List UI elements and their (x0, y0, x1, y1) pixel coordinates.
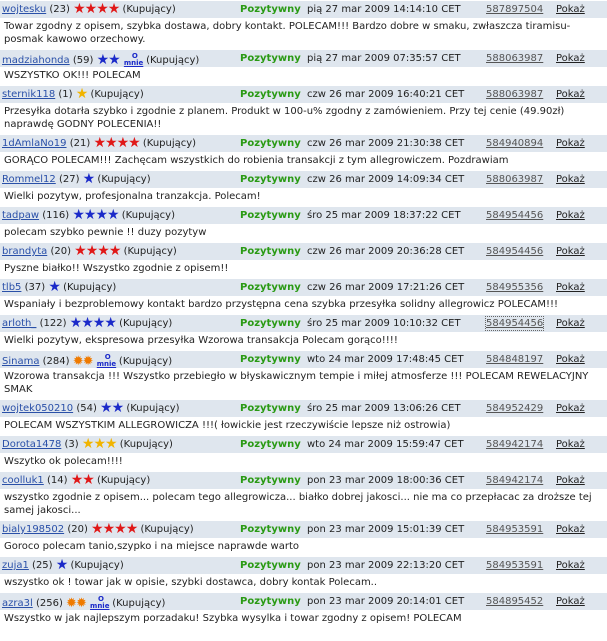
feedback-header (0, 242, 607, 260)
buyer-score: (116) (42, 210, 70, 221)
auction-number-link[interactable]: 588063987 (486, 53, 544, 64)
buyer-role: (Kupujący) (97, 174, 151, 185)
feedback-entry (0, 278, 607, 314)
feedback-entry (0, 592, 607, 628)
feedback-comment: Towar zgodny z opisem, szybka dostawa, dobry kontakt. POLECAM!!! Bardzo dobre w smaku, zwłaszcza tiramisu- posmak kawowo orzechowy. (0, 18, 607, 49)
buyer-role: (Kupujący) (112, 598, 166, 609)
buyer-login-link[interactable]: tlb5 (2, 282, 22, 293)
rating-stars (75, 86, 88, 102)
feedback-header (0, 314, 607, 332)
buyer-score: (25) (32, 560, 53, 571)
auction-number-link[interactable]: 584954456 (486, 246, 544, 257)
buyer-score: (284) (42, 356, 70, 367)
feedback-entry (0, 350, 607, 399)
feedback-header (0, 134, 607, 152)
auction-number-link[interactable]: 584942174 (486, 475, 544, 486)
star-icon: ★ (82, 472, 94, 488)
buyer-score: (122) (39, 318, 67, 329)
show-auction-link[interactable]: Pokaż (556, 282, 585, 293)
star-icon: ★ (95, 207, 108, 223)
star-icon: ★ (69, 315, 82, 331)
feedback-entry (0, 0, 607, 49)
buyer-role: (Kupujący) (140, 524, 194, 535)
buyer-login-link[interactable]: bialy198502 (2, 524, 65, 535)
auction-number-link[interactable]: 584953591 (486, 560, 544, 571)
rating-stars (72, 207, 119, 223)
show-auction-link[interactable]: Pokaż (556, 524, 585, 535)
feedback-comment: Wielki pozytyw, profesjonalna tranzakcja. Polecam! (0, 188, 607, 206)
buyer-info (2, 281, 116, 294)
buyer-info (2, 88, 144, 101)
auction-number-link[interactable]: 588063987 (486, 174, 544, 185)
buyer-score: (21) (69, 138, 91, 149)
buyer-role: (Kupujący) (126, 403, 180, 414)
star-icon: ★ (108, 243, 121, 259)
about-me-icon[interactable]: O mnie (90, 595, 110, 610)
buyer-role: (Kupujący) (119, 439, 173, 450)
buyer-info (2, 438, 173, 451)
buyer-role: (Kupujący) (90, 89, 144, 100)
buyer-score: (54) (76, 403, 97, 414)
auction-number-link[interactable]: 584942174 (486, 439, 544, 450)
buyer-login-link[interactable]: coolluk1 (2, 475, 44, 486)
star-icon: ★ (70, 472, 83, 488)
show-auction-link[interactable]: Pokaż (556, 560, 585, 571)
rating-stars (100, 400, 124, 416)
buyer-score: (20) (67, 524, 88, 535)
show-auction-link[interactable]: Pokaż (556, 318, 585, 329)
show-auction-link[interactable]: Pokaż (556, 403, 585, 414)
show-auction-link[interactable]: Pokaż (556, 354, 585, 365)
feedback-comment: Wzorowa transakcja !!! Wszystko przebiegło w błyskawicznym tempie i miłej atmosferze !!! POLECAM REWELACYJNY SMAK (0, 368, 607, 399)
feedback-date: pon 23 mar 2009 18:00:36 CET (307, 475, 465, 486)
feedback-date: śro 25 mar 2009 10:10:32 CET (307, 318, 461, 329)
rating-stars (96, 52, 120, 68)
buyer-login-link[interactable]: wojtek050210 (2, 403, 74, 414)
feedback-entry (0, 85, 607, 134)
feedback-header (0, 206, 607, 224)
feedback-date: pią 27 mar 2009 14:14:10 CET (307, 4, 461, 15)
star-icon: ✹ (66, 596, 76, 611)
feedback-date: czw 26 mar 2009 17:21:26 CET (307, 282, 465, 293)
buyer-login-link[interactable]: madziahonda (2, 55, 70, 66)
buyer-score: (37) (24, 282, 46, 293)
show-auction-link[interactable]: Pokaż (556, 174, 585, 185)
buyer-score: (256) (35, 598, 63, 609)
buyer-role: (Kupujący) (97, 475, 151, 486)
buyer-login-link[interactable]: 1dAmlaNo19 (2, 138, 67, 149)
rating-type: Pozytywny (240, 475, 301, 486)
feedback-comment: Wszytko ok polecam!!!! (0, 453, 607, 471)
feedback-date: czw 26 mar 2009 14:09:34 CET (307, 174, 465, 185)
star-icon: ★ (91, 521, 103, 537)
show-auction-link[interactable]: Pokaż (556, 210, 585, 221)
feedback-date: pią 27 mar 2009 07:35:57 CET (307, 53, 461, 64)
feedback-date: pon 23 mar 2009 15:01:39 CET (307, 524, 465, 535)
feedback-date: pon 23 mar 2009 20:14:01 CET (307, 596, 465, 607)
buyer-score: (14) (46, 475, 68, 486)
buyer-info (2, 317, 172, 330)
auction-number-link[interactable]: 587897504 (486, 4, 544, 15)
star-icon: ★ (100, 400, 112, 416)
buyer-info (2, 52, 199, 67)
buyer-login-link[interactable]: sternik118 (2, 89, 56, 100)
buyer-role: (Kupujący) (63, 282, 117, 293)
rating-type: Pozytywny (240, 596, 301, 607)
feedback-entry (0, 314, 607, 350)
buyer-role: (Kupujący) (146, 55, 200, 66)
feedback-date: wto 24 mar 2009 15:59:47 CET (307, 439, 464, 450)
buyer-login-link[interactable]: zuja1 (2, 560, 29, 571)
feedback-header (0, 435, 607, 453)
buyer-score: (59) (72, 55, 94, 66)
star-icon: ★ (104, 315, 116, 331)
feedback-comment: Przesyłka dotarła szybko i zgodnie z planem. Produkt w 100-u% zgodny z zamówieniem. Przy tej cenie (49.90zł) naprawdę GODNY POLECENIA!! (0, 103, 607, 134)
star-icon: ★ (48, 279, 60, 295)
show-auction-link[interactable]: Pokaż (556, 138, 585, 149)
auction-number-link[interactable]: 584955356 (486, 282, 544, 293)
feedback-comment: polecam szybko pewnie !! duzy pozytyw (0, 224, 607, 242)
rating-type: Pozytywny (240, 138, 301, 149)
rating-stars (73, 356, 93, 367)
rating-type: Pozytywny (240, 354, 301, 365)
rating-type: Pozytywny (240, 439, 301, 450)
star-icon: ★ (108, 52, 120, 68)
feedback-header (0, 350, 607, 368)
show-auction-link[interactable]: Pokaż (556, 246, 585, 257)
star-icon: ★ (102, 521, 115, 537)
buyer-score: (1) (58, 89, 73, 100)
star-icon: ★ (105, 436, 117, 452)
rating-type: Pozytywny (240, 174, 301, 185)
feedback-comment: wszystko zgodnie z opisem... polecam tego allegrowicza... białko dobrej jakosci... nie ma co przepłacac za droższe tej samej jakosci... (0, 489, 607, 520)
buyer-login-link[interactable]: brandyta (2, 246, 48, 257)
rating-stars (55, 557, 68, 573)
buyer-score: (3) (64, 439, 79, 450)
auction-number-link[interactable]: 584954456 (486, 210, 544, 221)
rating-type: Pozytywny (240, 524, 301, 535)
star-icon: ★ (81, 315, 93, 331)
rating-type: Pozytywny (240, 4, 301, 15)
show-auction-link[interactable]: Pokaż (556, 53, 585, 64)
buyer-role: (Kupujący) (142, 138, 197, 149)
auction-number-link[interactable]: 584895452 (486, 596, 544, 607)
star-icon: ★ (96, 1, 108, 17)
show-auction-link[interactable]: Pokaż (556, 89, 585, 100)
star-icon: ★ (107, 207, 119, 223)
feedback-date: czw 26 mar 2009 21:30:38 CET (307, 138, 465, 149)
auction-number-link[interactable]: 584953591 (486, 524, 544, 535)
about-me-icon[interactable]: O mnie (96, 353, 117, 368)
feedback-comment: POLECAM WSZYSTKIM ALLEGROWICZA !!!( łowickie jest rzeczywiście lepsze niż ostrowia) (0, 417, 607, 435)
buyer-score: (20) (50, 246, 71, 257)
feedback-entry (0, 170, 607, 206)
star-icon: ★ (73, 1, 85, 17)
feedback-header (0, 0, 607, 18)
star-icon: ★ (114, 521, 126, 537)
buyer-login-link[interactable]: Rommel12 (2, 174, 56, 185)
rating-stars (93, 135, 140, 151)
buyer-role: (Kupujący) (123, 246, 177, 257)
star-icon: ★ (75, 86, 88, 102)
feedback-entry (0, 134, 607, 170)
rating-stars (81, 436, 117, 452)
feedback-entry (0, 471, 607, 520)
rating-type: Pozytywny (240, 210, 301, 221)
show-auction-link[interactable]: Pokaż (556, 439, 585, 450)
feedback-header (0, 170, 607, 188)
buyer-info (2, 559, 124, 572)
feedback-date: pon 23 mar 2009 22:13:20 CET (307, 560, 465, 571)
buyer-score: (23) (49, 4, 70, 15)
rating-stars (69, 315, 116, 331)
star-icon: ★ (96, 52, 109, 68)
feedback-header (0, 520, 607, 538)
feedback-header (0, 592, 607, 610)
buyer-info (2, 137, 196, 150)
star-icon: ★ (93, 436, 105, 452)
buyer-info (2, 245, 177, 258)
buyer-login-link[interactable]: Sinama (2, 356, 40, 367)
buyer-role: (Kupujący) (119, 318, 173, 329)
buyer-login-link[interactable]: wojtesku (2, 4, 47, 15)
star-icon: ★ (81, 436, 94, 452)
buyer-role: (Kupujący) (121, 210, 175, 221)
star-icon: ★ (107, 1, 120, 17)
feedback-header (0, 556, 607, 574)
star-icon: ★ (116, 135, 129, 151)
rating-type: Pozytywny (240, 282, 301, 293)
feedback-date: śro 25 mar 2009 18:37:22 CET (307, 210, 461, 221)
feedback-comment: Wspaniały i bezproblemowy kontakt bardzo przystępna cena szybka przesyłka solidny allegrowicz POLECAM!!! (0, 296, 607, 314)
star-icon: ★ (97, 243, 109, 259)
feedback-date: wto 24 mar 2009 17:48:45 CET (307, 354, 464, 365)
feedback-comment: Wszystko w jak najlepszym porzadaku! Szybka wysylka i towar zgodny z opisem! POLECAM (0, 610, 607, 628)
feedback-header (0, 278, 607, 296)
show-auction-link[interactable]: Pokaż (556, 596, 585, 607)
feedback-date: śro 25 mar 2009 13:06:26 CET (307, 403, 461, 414)
feedback-comment: GORĄCO POLECAM!!! Zachęcam wszystkich do robienia transakcji z tym allegrowiczem. Pozdrawiam (0, 152, 607, 170)
feedback-header (0, 471, 607, 489)
feedback-entry (0, 520, 607, 556)
feedback-entry (0, 49, 607, 85)
star-icon: ★ (85, 243, 98, 259)
star-icon: ✹ (82, 354, 93, 369)
feedback-header (0, 399, 607, 417)
buyer-info (2, 474, 150, 487)
buyer-role: (Kupujący) (118, 356, 173, 367)
feedback-entry (0, 206, 607, 242)
rating-stars (66, 598, 86, 609)
buyer-score: (27) (58, 174, 80, 185)
buyer-login-link[interactable]: Dorota1478 (2, 439, 62, 450)
buyer-role: (Kupujący) (122, 4, 176, 15)
feedback-comment: Wielki pozytyw, ekspresowa przesyłka Wzorowa transakcja Polecam gorąco!!!! (0, 332, 607, 350)
auction-number-link[interactable]: 584940894 (486, 138, 544, 149)
buyer-info (2, 209, 175, 222)
feedback-entry (0, 242, 607, 278)
star-icon: ✹ (72, 354, 83, 369)
rating-type: Pozytywny (240, 89, 301, 100)
star-icon: ★ (125, 521, 138, 537)
show-auction-link[interactable]: Pokaż (556, 4, 585, 15)
star-icon: ★ (111, 400, 124, 416)
rating-stars (74, 243, 121, 259)
star-icon: ★ (105, 135, 117, 151)
star-icon: ★ (84, 1, 97, 17)
star-icon: ★ (93, 135, 105, 151)
star-icon: ★ (55, 557, 68, 573)
rating-type: Pozytywny (240, 318, 301, 329)
rating-stars (48, 279, 60, 295)
auction-number-link[interactable]: 584848197 (486, 354, 544, 365)
feedback-comment: Goroco polecam tanio,szypko i na miejsce naprawde warto (0, 538, 607, 556)
rating-stars (70, 472, 94, 488)
feedback-entry (0, 435, 607, 471)
buyer-info (2, 3, 176, 16)
feedback-entry (0, 399, 607, 435)
auction-number-link[interactable]: 588063987 (486, 89, 544, 100)
star-icon: ★ (72, 207, 84, 223)
feedback-header (0, 85, 607, 103)
feedback-date: czw 26 mar 2009 16:40:21 CET (307, 89, 465, 100)
buyer-info (2, 173, 151, 186)
rating-type: Pozytywny (240, 53, 301, 64)
buyer-role: (Kupujący) (70, 560, 124, 571)
star-icon: ★ (83, 207, 96, 223)
feedback-comment: WSZYSTKO OK!!! POLECAM (0, 67, 607, 85)
star-icon: ★ (82, 171, 95, 187)
rating-type: Pozytywny (240, 246, 301, 257)
rating-stars (91, 521, 138, 537)
rating-stars (73, 1, 120, 17)
buyer-login-link[interactable]: tadpaw (2, 210, 40, 221)
star-icon: ★ (74, 243, 86, 259)
feedback-comment: Pyszne białko!! Wszystko zgodnie z opisem!! (0, 260, 607, 278)
buyer-login-link[interactable]: arloth_ (2, 318, 37, 329)
about-me-icon[interactable]: O mnie (123, 52, 144, 67)
auction-number-link[interactable]: 584952429 (486, 403, 544, 414)
auction-number-link[interactable]: 584954456 (486, 318, 544, 329)
star-icon: ★ (92, 315, 105, 331)
rating-stars (82, 171, 95, 187)
feedback-date: czw 26 mar 2009 20:36:28 CET (307, 246, 465, 257)
star-icon: ★ (128, 135, 140, 151)
feedback-header (0, 49, 607, 67)
rating-type: Pozytywny (240, 560, 301, 571)
buyer-info (2, 595, 165, 610)
buyer-info (2, 353, 172, 368)
buyer-info (2, 402, 180, 415)
feedback-entry (0, 556, 607, 592)
star-icon: ✹ (75, 596, 86, 611)
feedback-comment: wszystko ok ! towar jak w opisie, szybki dostawca, dobry kontak Polecam.. (0, 574, 607, 592)
buyer-info (2, 523, 194, 536)
rating-type: Pozytywny (240, 403, 301, 414)
buyer-login-link[interactable]: azra3l (2, 598, 33, 609)
show-auction-link[interactable]: Pokaż (556, 475, 585, 486)
